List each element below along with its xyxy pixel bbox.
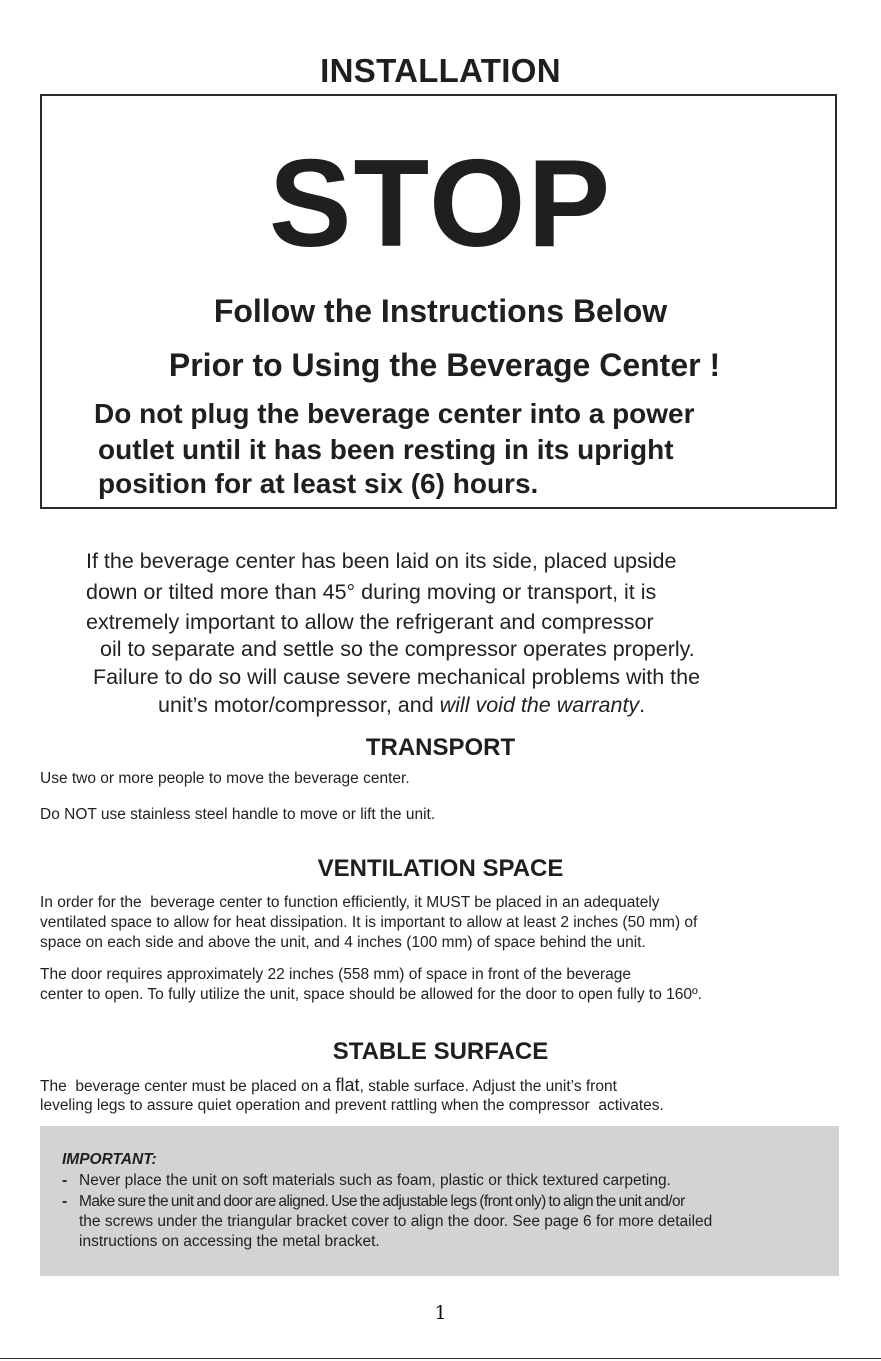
important-line-3: the screws under the triangular bracket cover to align the door. See page 6 for more detailed bbox=[79, 1213, 713, 1230]
flat-word: flat bbox=[335, 1075, 360, 1095]
intro-line-4: oil to separate and settle so the compressor operates properly. bbox=[100, 637, 695, 661]
bottom-divider bbox=[0, 1358, 881, 1359]
important-bullet-2: - bbox=[62, 1193, 68, 1210]
stop-warning-line-2: outlet until it has been resting in its upright bbox=[98, 434, 674, 465]
intro-line-5: Failure to do so will cause severe mechanical problems with the bbox=[93, 665, 701, 689]
transport-paragraph-1: Use two or more people to move the beverage center. bbox=[40, 770, 410, 787]
stable-surface-line-1 bbox=[40, 1075, 617, 1096]
intro-line-1: If the beverage center has been laid on its side, placed upside bbox=[86, 549, 677, 573]
intro-line-2: down or tilted more than 45° during moving or transport, it is bbox=[86, 580, 657, 604]
stable-line-1-start: The beverage center must be placed on a bbox=[40, 1078, 336, 1095]
important-bullet-1: - bbox=[62, 1172, 68, 1189]
ventilation-heading: VENTILATION SPACE bbox=[317, 855, 564, 882]
stable-surface-line-2: leveling legs to assure quiet operation and prevent rattling when the compressor activates. bbox=[40, 1097, 664, 1114]
stop-warning-line-1: Do not plug the beverage center into a power bbox=[94, 398, 695, 429]
page-title: INSTALLATION bbox=[320, 52, 561, 89]
intro-line-6-end: . bbox=[639, 693, 646, 717]
important-line-2: Make sure the unit and door are aligned. Use the adjustable legs (front only) to align the unit and/or bbox=[79, 1193, 685, 1210]
important-line-1: Never place the unit on soft materials such as foam, plastic or thick textured carpeting. bbox=[79, 1172, 671, 1189]
important-line-4: instructions on accessing the metal bracket. bbox=[79, 1233, 380, 1250]
intro-line-6-start: unit’s motor/compressor, and bbox=[158, 693, 440, 717]
warranty-emphasis: will void the warranty bbox=[439, 693, 640, 717]
page-number: 1 bbox=[434, 1302, 447, 1324]
ventilation-line-1: In order for the beverage center to function efficiently, it MUST be placed in an adequately bbox=[40, 894, 660, 911]
stop-subtitle-line-1: Follow the Instructions Below bbox=[213, 293, 668, 329]
intro-line-3: extremely important to allow the refrigerant and compressor bbox=[86, 610, 654, 634]
ventilation-line-2: ventilated space to allow for heat dissipation. It is important to allow at least 2 inches (50 mm) of bbox=[40, 914, 698, 931]
stop-warning-line-3: position for at least six (6) hours. bbox=[98, 468, 539, 499]
transport-heading: TRANSPORT bbox=[365, 734, 516, 761]
stable-line-1-end: , stable surface. Adjust the unit’s front bbox=[359, 1078, 617, 1095]
stop-heading: STOP bbox=[268, 135, 613, 273]
ventilation-line-3: space on each side and above the unit, and 4 inches (100 mm) of space behind the unit. bbox=[40, 934, 646, 951]
important-title: IMPORTANT: bbox=[62, 1151, 157, 1168]
stable-surface-heading: STABLE SURFACE bbox=[332, 1038, 549, 1065]
ventilation-line-5: center to open. To fully utilize the unit, space should be allowed for the door to open fully to 160º. bbox=[40, 986, 702, 1003]
transport-paragraph-2: Do NOT use stainless steel handle to move or lift the unit. bbox=[40, 806, 436, 823]
stop-subtitle-line-2: Prior to Using the Beverage Center ! bbox=[168, 347, 721, 383]
intro-line-6 bbox=[158, 693, 645, 718]
ventilation-line-4: The door requires approximately 22 inches (558 mm) of space in front of the beverage bbox=[40, 966, 632, 983]
